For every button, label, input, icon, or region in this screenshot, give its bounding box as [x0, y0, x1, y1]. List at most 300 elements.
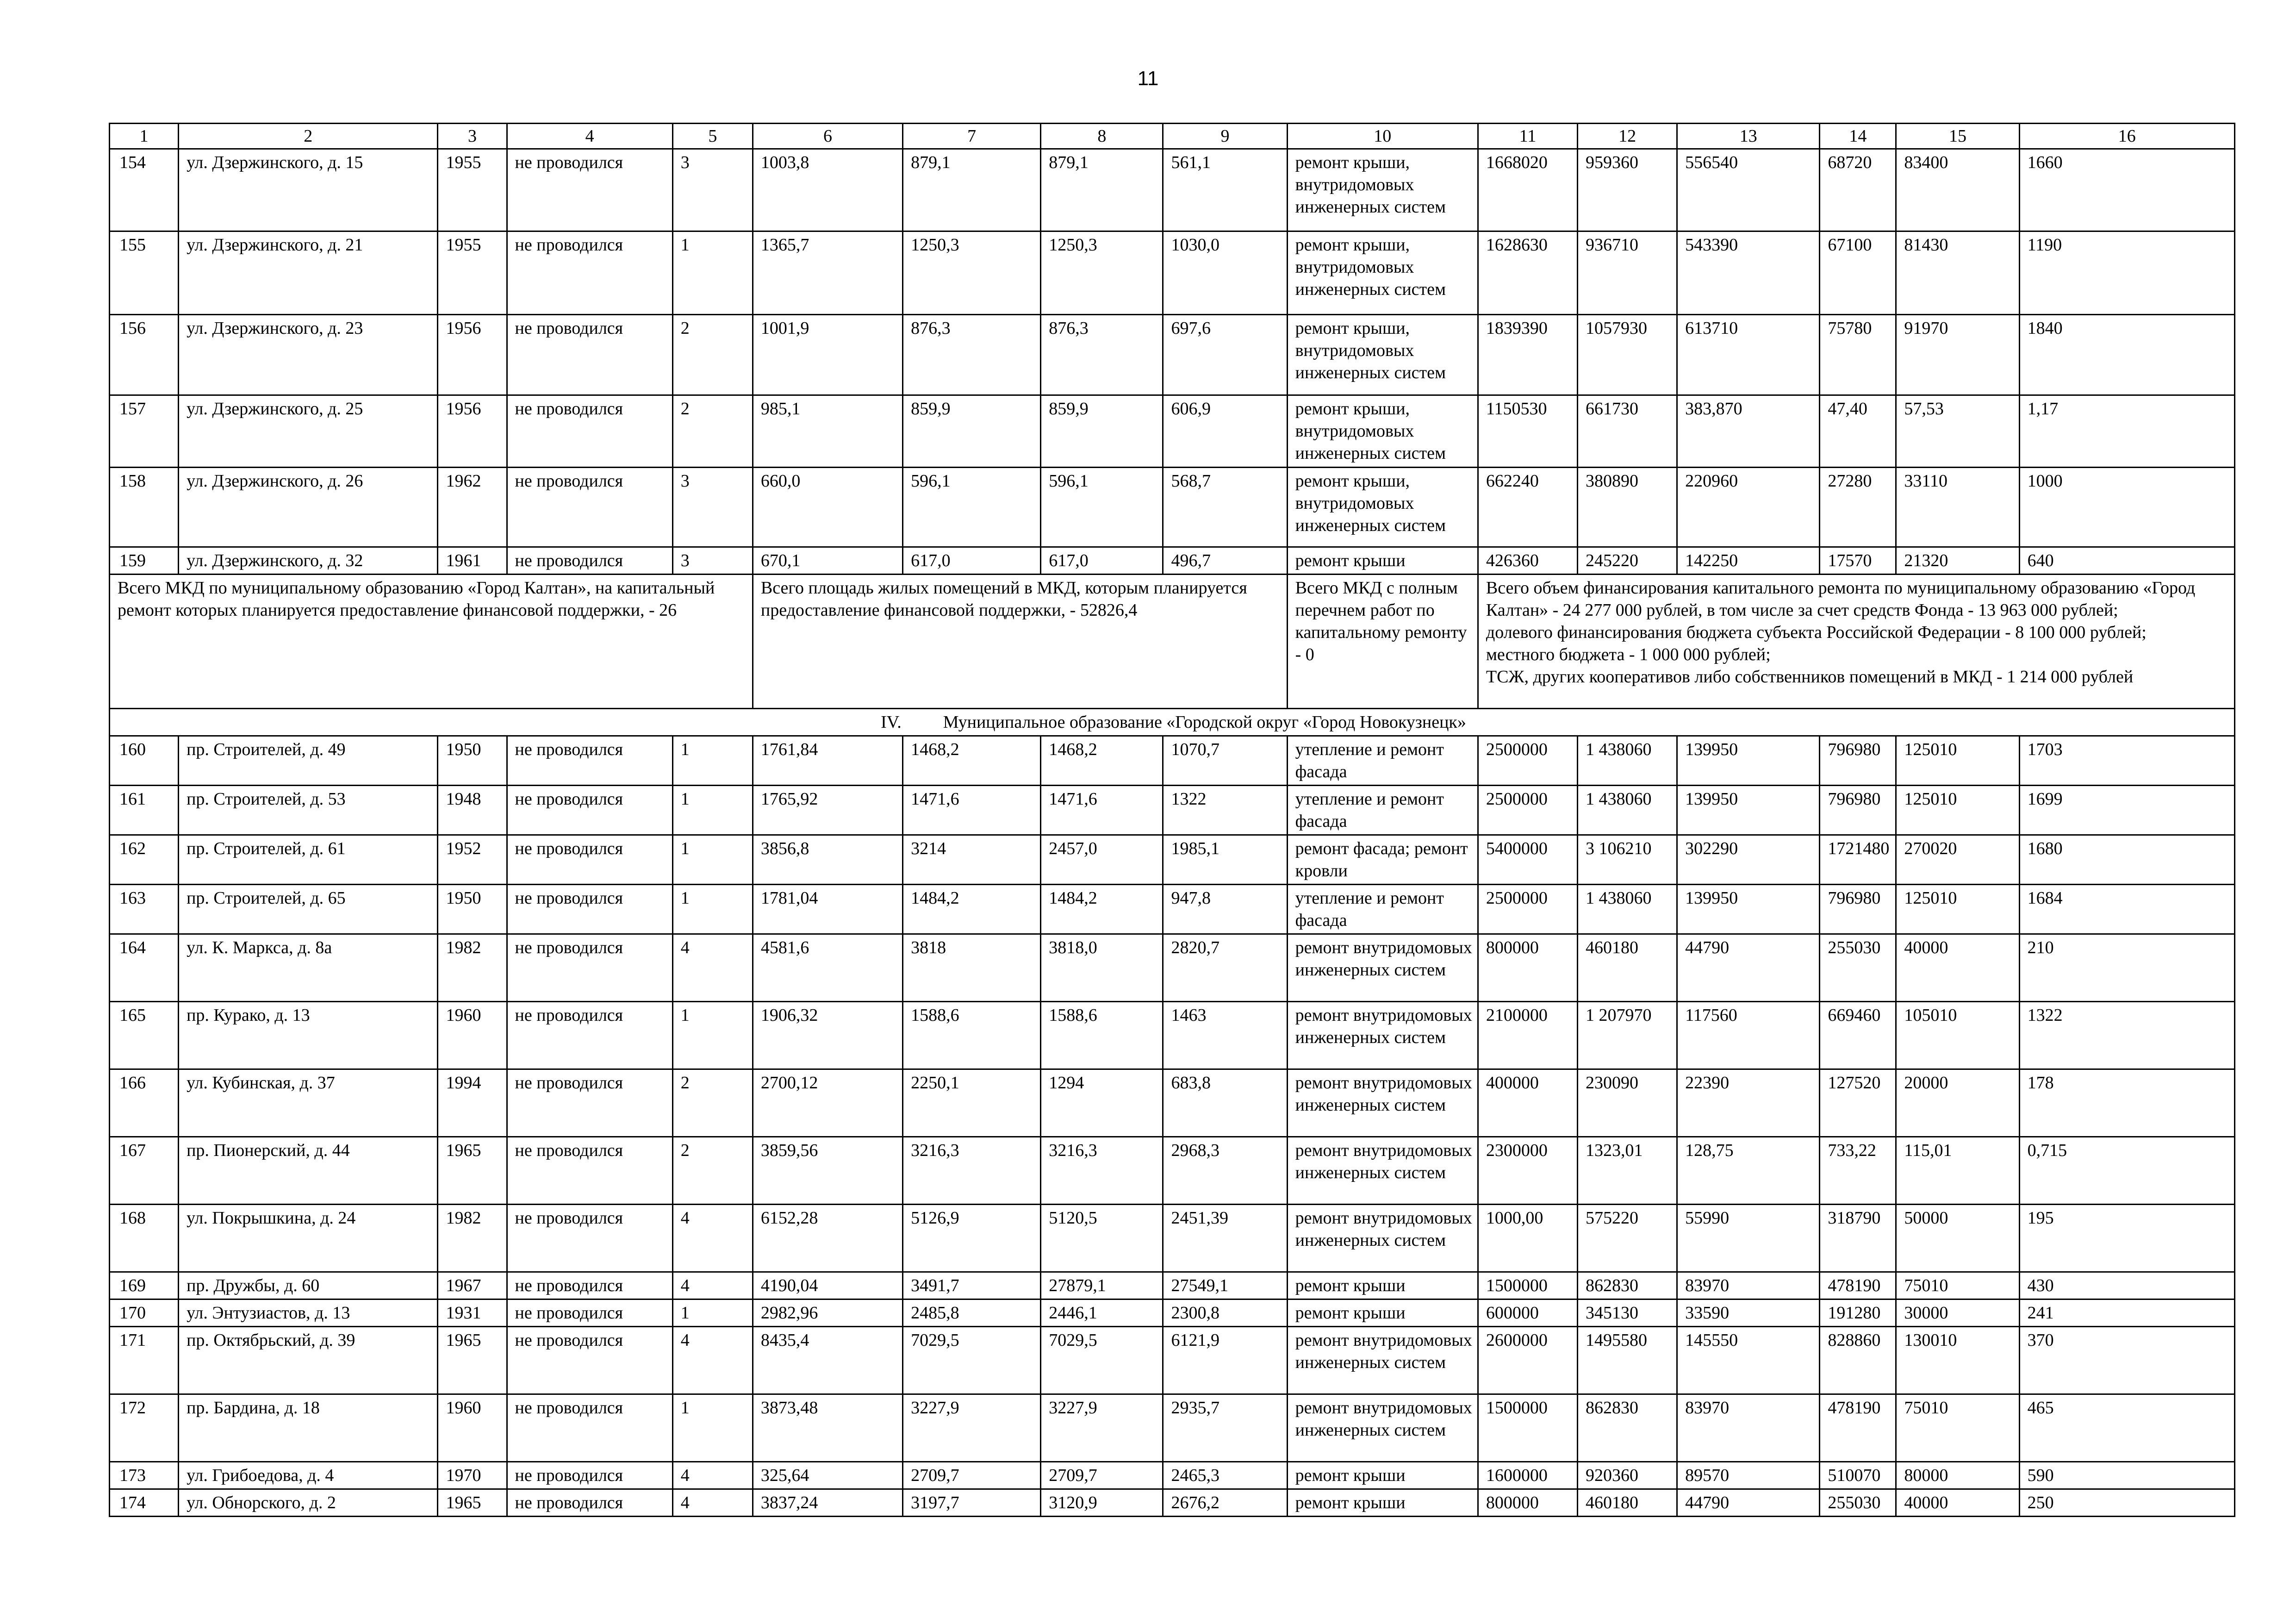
table-cell: 55990	[1677, 1205, 1820, 1272]
table-cell: 606,9	[1163, 395, 1287, 468]
table-cell: 68720	[1820, 149, 1896, 231]
table-cell: 154	[110, 149, 179, 231]
table-cell: 40000	[1896, 934, 2019, 1002]
table-cell: 3856,8	[753, 835, 902, 885]
table-cell: 596,1	[903, 468, 1041, 547]
table-cell: 683,8	[1163, 1069, 1287, 1137]
table-cell: 1955	[438, 149, 507, 231]
table-cell: 5126,9	[903, 1205, 1041, 1272]
table-cell: 383,870	[1677, 395, 1820, 468]
table-cell: 1967	[438, 1272, 507, 1299]
table-cell: 139950	[1677, 736, 1820, 786]
table-cell: ремонт крыши	[1287, 547, 1478, 575]
table-cell: 3227,9	[903, 1394, 1041, 1462]
column-number-cell: 11	[1478, 124, 1577, 149]
table-cell: 1960	[438, 1394, 507, 1462]
table-cell: 21320	[1896, 547, 2019, 575]
table-cell: 44790	[1677, 1489, 1820, 1517]
table-cell: пр. Строителей, д. 61	[179, 835, 438, 885]
column-number-cell: 6	[753, 124, 902, 149]
table-cell: 1,17	[2019, 395, 2234, 468]
table-cell: 1468,2	[903, 736, 1041, 786]
table-cell: 57,53	[1896, 395, 2019, 468]
table-cell: 1962	[438, 468, 507, 547]
table-cell: 165	[110, 1002, 179, 1069]
table-cell: 2	[672, 315, 753, 395]
summary-total-mkd: Всего МКД по муниципальному образованию «Город Калтан», на капитальный ремонт которых планируется предоставление финансовой поддержки, - 26	[110, 575, 753, 709]
table-cell: не проводился	[507, 1137, 672, 1205]
table-cell: 2446,1	[1041, 1299, 1163, 1327]
table-cell: 220960	[1677, 468, 1820, 547]
table-cell: 796980	[1820, 786, 1896, 835]
table-cell: 2676,2	[1163, 1489, 1287, 1517]
table-cell: 2457,0	[1041, 835, 1163, 885]
table-cell: 1965	[438, 1137, 507, 1205]
table-cell: 1001,9	[753, 315, 902, 395]
table-cell: 7029,5	[1041, 1327, 1163, 1394]
table-cell: 426360	[1478, 547, 1577, 575]
table-cell: 2	[672, 1137, 753, 1205]
table-cell: 796980	[1820, 736, 1896, 786]
table-row	[110, 395, 2235, 468]
table-cell: 1761,84	[753, 736, 902, 786]
table-cell: 3	[672, 149, 753, 231]
table-cell: 380890	[1578, 468, 1677, 547]
table-cell: 1294	[1041, 1069, 1163, 1137]
table-cell: 800000	[1478, 1489, 1577, 1517]
table-cell: 2820,7	[1163, 934, 1287, 1002]
table-cell: 20000	[1896, 1069, 2019, 1137]
financing-line: ТСЖ, других кооперативов либо собственников помещений в МКД - 1 214 000 рублей	[1486, 667, 2134, 687]
table-cell: ремонт внутридомовых инженерных систем	[1287, 1205, 1478, 1272]
table-cell: 1956	[438, 395, 507, 468]
table-cell: 270020	[1896, 835, 2019, 885]
table-cell: пр. Октябрьский, д. 39	[179, 1327, 438, 1394]
table-cell: 1	[672, 1299, 753, 1327]
table-cell: 40000	[1896, 1489, 2019, 1517]
table-cell: ремонт внутридомовых инженерных систем	[1287, 1069, 1478, 1137]
table-cell: 1994	[438, 1069, 507, 1137]
table-cell: 6152,28	[753, 1205, 902, 1272]
table-cell: 161	[110, 786, 179, 835]
table-cell: 1 207970	[1578, 1002, 1677, 1069]
table-row	[110, 736, 2235, 786]
table-cell: ремонт крыши	[1287, 1272, 1478, 1299]
table-body	[110, 124, 2235, 1517]
table-cell: 1 438060	[1578, 786, 1677, 835]
table-cell: 1 438060	[1578, 885, 1677, 934]
table-cell: 115,01	[1896, 1137, 2019, 1205]
table-cell: утепление и ремонт фасада	[1287, 736, 1478, 786]
table-cell: 1961	[438, 547, 507, 575]
column-number-row	[110, 124, 2235, 149]
table-cell: ремонт крыши	[1287, 1299, 1478, 1327]
table-cell: 145550	[1677, 1327, 1820, 1394]
table-cell: 1070,7	[1163, 736, 1287, 786]
table-cell: 2500000	[1478, 736, 1577, 786]
table-cell: 105010	[1896, 1002, 2019, 1069]
table-cell: 75010	[1896, 1394, 2019, 1462]
table-cell: 575220	[1578, 1205, 1677, 1272]
table-cell: 2100000	[1478, 1002, 1577, 1069]
table-cell: 159	[110, 547, 179, 575]
table-cell: 4190,04	[753, 1272, 902, 1299]
table-cell: ремонт внутридомовых инженерных систем	[1287, 1137, 1478, 1205]
table-cell: 1471,6	[1041, 786, 1163, 835]
table-cell: не проводился	[507, 1272, 672, 1299]
table-cell: 4	[672, 934, 753, 1002]
table-row	[110, 1137, 2235, 1205]
table-cell: 568,7	[1163, 468, 1287, 547]
table-cell: 3197,7	[903, 1489, 1041, 1517]
table-cell: 1500000	[1478, 1272, 1577, 1299]
table-cell: ул. Дзержинского, д. 26	[179, 468, 438, 547]
table-cell: 156	[110, 315, 179, 395]
table-cell: 255030	[1820, 934, 1896, 1002]
table-cell: ремонт крыши, внутридомовых инженерных систем	[1287, 315, 1478, 395]
table-cell: 75010	[1896, 1272, 2019, 1299]
table-cell: 1699	[2019, 786, 2234, 835]
table-cell: ул. Покрышкина, д. 24	[179, 1205, 438, 1272]
table-row	[110, 1327, 2235, 1394]
table-cell: ремонт крыши, внутридомовых инженерных систем	[1287, 149, 1478, 231]
table-cell: 1950	[438, 885, 507, 934]
table-cell: 3 106210	[1578, 835, 1677, 885]
table-cell: 1322	[1163, 786, 1287, 835]
table-cell: 669460	[1820, 1002, 1896, 1069]
table-cell: 876,3	[903, 315, 1041, 395]
table-cell: 166	[110, 1069, 179, 1137]
table-cell: пр. Курако, д. 13	[179, 1002, 438, 1069]
table-cell: 80000	[1896, 1462, 2019, 1489]
table-cell: не проводился	[507, 1205, 672, 1272]
table-cell: 1323,01	[1578, 1137, 1677, 1205]
table-cell: 5400000	[1478, 835, 1577, 885]
table-row	[110, 1489, 2235, 1517]
table-cell: 174	[110, 1489, 179, 1517]
table-cell: 3214	[903, 835, 1041, 885]
table-cell: 640	[2019, 547, 2234, 575]
table-cell: 1948	[438, 786, 507, 835]
table-cell: 543390	[1677, 231, 1820, 315]
table-cell: 2	[672, 395, 753, 468]
table-cell: 4	[672, 1205, 753, 1272]
table-cell: 1 438060	[1578, 736, 1677, 786]
table-cell: 1484,2	[1041, 885, 1163, 934]
table-cell: ул. Кубинская, д. 37	[179, 1069, 438, 1137]
table-cell: 4	[672, 1327, 753, 1394]
table-cell: 3837,24	[753, 1489, 902, 1517]
table-cell: не проводился	[507, 468, 672, 547]
section-title: Муниципальное образование «Городской округ «Город Новокузнецк»	[943, 712, 1466, 732]
table-cell: 1668020	[1478, 149, 1577, 231]
table-cell: 1965	[438, 1327, 507, 1394]
table-cell: не проводился	[507, 736, 672, 786]
table-cell: 1	[672, 231, 753, 315]
table-cell: 1660	[2019, 149, 2234, 231]
table-cell: 2982,96	[753, 1299, 902, 1327]
table-cell: 5120,5	[1041, 1205, 1163, 1272]
table-row	[110, 1205, 2235, 1272]
section-header-row	[110, 709, 2235, 736]
table-cell: 561,1	[1163, 149, 1287, 231]
table-cell: 1495580	[1578, 1327, 1677, 1394]
table-cell: 828860	[1820, 1327, 1896, 1394]
column-number-cell: 7	[903, 124, 1041, 149]
table-cell: 1471,6	[903, 786, 1041, 835]
table-cell: 2700,12	[753, 1069, 902, 1137]
table-cell: 800000	[1478, 934, 1577, 1002]
table-cell: 2600000	[1478, 1327, 1577, 1394]
table-cell: 596,1	[1041, 468, 1163, 547]
table-cell: пр. Строителей, д. 65	[179, 885, 438, 934]
table-cell: 3227,9	[1041, 1394, 1163, 1462]
table-cell: ул. К. Маркса, д. 8а	[179, 934, 438, 1002]
table-cell: 1955	[438, 231, 507, 315]
table-cell: ремонт крыши, внутридомовых инженерных систем	[1287, 231, 1478, 315]
table-cell: не проводился	[507, 547, 672, 575]
table-cell: 245220	[1578, 547, 1677, 575]
table-cell: 160	[110, 736, 179, 786]
table-cell: 936710	[1578, 231, 1677, 315]
table-cell: 1721480	[1820, 835, 1896, 885]
table-cell: 1985,1	[1163, 835, 1287, 885]
table-cell: утепление и ремонт фасада	[1287, 885, 1478, 934]
table-row	[110, 315, 2235, 395]
table-cell: не проводился	[507, 885, 672, 934]
table-cell: пр. Пионерский, д. 44	[179, 1137, 438, 1205]
table-cell: пр. Строителей, д. 53	[179, 786, 438, 835]
table-cell: 30000	[1896, 1299, 2019, 1327]
table-cell: 3	[672, 468, 753, 547]
table-cell: 163	[110, 885, 179, 934]
table-cell: 0,715	[2019, 1137, 2234, 1205]
table-cell: 83970	[1677, 1272, 1820, 1299]
table-cell: 1956	[438, 315, 507, 395]
table-cell: 2709,7	[903, 1462, 1041, 1489]
column-number-cell: 12	[1578, 124, 1677, 149]
kaltan-summary-row	[110, 575, 2235, 709]
table-cell: 1	[672, 1394, 753, 1462]
table-row	[110, 547, 2235, 575]
table-cell: 50000	[1896, 1205, 2019, 1272]
table-cell: 2500000	[1478, 885, 1577, 934]
table-cell: 127520	[1820, 1069, 1896, 1137]
table-cell: 22390	[1677, 1069, 1820, 1137]
table-cell: 2485,8	[903, 1299, 1041, 1327]
table-cell: 2300,8	[1163, 1299, 1287, 1327]
table-cell: 210	[2019, 934, 2234, 1002]
table-cell: 1982	[438, 934, 507, 1002]
table-cell: не проводился	[507, 1327, 672, 1394]
table-cell: 1003,8	[753, 149, 902, 231]
table-cell: 17570	[1820, 547, 1896, 575]
table-cell: 128,75	[1677, 1137, 1820, 1205]
table-cell: 173	[110, 1462, 179, 1489]
table-row	[110, 149, 2235, 231]
table-cell: 167	[110, 1137, 179, 1205]
table-cell: не проводился	[507, 231, 672, 315]
table-cell: 125010	[1896, 885, 2019, 934]
table-cell: 2709,7	[1041, 1462, 1163, 1489]
table-cell: 2	[672, 1069, 753, 1137]
table-cell: 83970	[1677, 1394, 1820, 1462]
column-number-cell: 1	[110, 124, 179, 149]
summary-total-area: Всего площадь жилых помещений в МКД, которым планируется предоставление финансовой поддержки, - 52826,4	[753, 575, 1287, 709]
table-cell: 1840	[2019, 315, 2234, 395]
table-cell: 920360	[1578, 1462, 1677, 1489]
table-cell: 859,9	[903, 395, 1041, 468]
table-cell: 617,0	[903, 547, 1041, 575]
column-number-cell: 2	[179, 124, 438, 149]
table-cell: 733,22	[1820, 1137, 1896, 1205]
table-cell: 1365,7	[753, 231, 902, 315]
table-cell: 879,1	[1041, 149, 1163, 231]
table-cell: 1	[672, 786, 753, 835]
table-cell: 4	[672, 1489, 753, 1517]
column-number-cell: 16	[2019, 124, 2234, 149]
table-cell: 250	[2019, 1489, 2234, 1517]
table-cell: 191280	[1820, 1299, 1896, 1327]
table-cell: 796980	[1820, 885, 1896, 934]
table-cell: 660,0	[753, 468, 902, 547]
financing-line: местного бюджета - 1 000 000 рублей;	[1486, 645, 1771, 664]
table-cell: 3859,56	[753, 1137, 902, 1205]
table-cell: ул. Обнорского, д. 2	[179, 1489, 438, 1517]
table-cell: 465	[2019, 1394, 2234, 1462]
table-cell: 1000,00	[1478, 1205, 1577, 1272]
table-cell: 33590	[1677, 1299, 1820, 1327]
table-cell: 125010	[1896, 786, 2019, 835]
column-number-cell: 3	[438, 124, 507, 149]
table-cell: 985,1	[753, 395, 902, 468]
table-cell: 4	[672, 1462, 753, 1489]
table-cell: 3120,9	[1041, 1489, 1163, 1517]
table-cell: 1250,3	[903, 231, 1041, 315]
table-cell: 75780	[1820, 315, 1896, 395]
table-cell: 1322	[2019, 1002, 2234, 1069]
table-cell: 125010	[1896, 736, 2019, 786]
table-cell: 130010	[1896, 1327, 2019, 1394]
table-cell: 139950	[1677, 786, 1820, 835]
table-cell: 27879,1	[1041, 1272, 1163, 1299]
table-cell: не проводился	[507, 786, 672, 835]
table-cell: 27549,1	[1163, 1272, 1287, 1299]
table-cell: 164	[110, 934, 179, 1002]
table-cell: 1952	[438, 835, 507, 885]
table-row	[110, 1002, 2235, 1069]
table-cell: 1970	[438, 1462, 507, 1489]
table-cell: 3491,7	[903, 1272, 1041, 1299]
table-cell: 617,0	[1041, 547, 1163, 575]
table-row	[110, 934, 2235, 1002]
table-row	[110, 1394, 2235, 1462]
table-cell: 661730	[1578, 395, 1677, 468]
table-cell: 1	[672, 736, 753, 786]
table-cell: 83400	[1896, 149, 2019, 231]
table-cell: 2465,3	[1163, 1462, 1287, 1489]
table-cell: не проводился	[507, 1462, 672, 1489]
table-cell: 556540	[1677, 149, 1820, 231]
table-cell: 1	[672, 835, 753, 885]
financing-line: Всего объем финансирования капитального ремонта по муниципальному образованию «Город Калтан» - 24 277 000 рублей, в том числе за счет средств Фонда - 13 963 000 рублей;	[1486, 578, 2196, 620]
table-cell: пр. Дружбы, д. 60	[179, 1272, 438, 1299]
table-cell: ул. Грибоедова, д. 4	[179, 1462, 438, 1489]
table-cell: 142250	[1677, 547, 1820, 575]
table-cell: 2500000	[1478, 786, 1577, 835]
table-cell: 6121,9	[1163, 1327, 1287, 1394]
summary-financing	[1478, 575, 2234, 709]
table-cell: 195	[2019, 1205, 2234, 1272]
table-cell: 876,3	[1041, 315, 1163, 395]
table-cell: 172	[110, 1394, 179, 1462]
page-number: 11	[1137, 67, 1159, 90]
table-cell: 2968,3	[1163, 1137, 1287, 1205]
table-cell: ул. Энтузиастов, д. 13	[179, 1299, 438, 1327]
table-cell: 3216,3	[903, 1137, 1041, 1205]
table-cell: 1190	[2019, 231, 2234, 315]
table-cell: 1781,04	[753, 885, 902, 934]
table-cell: 4	[672, 1272, 753, 1299]
table-cell: 162	[110, 835, 179, 885]
table-cell: 158	[110, 468, 179, 547]
column-number-cell: 5	[672, 124, 753, 149]
table-cell: 478190	[1820, 1272, 1896, 1299]
column-number-cell: 15	[1896, 124, 2019, 149]
table-cell: 600000	[1478, 1299, 1577, 1327]
table-cell: 3	[672, 547, 753, 575]
summary-full-repair: Всего МКД с полным перечнем работ по капитальному ремонту - 0	[1287, 575, 1478, 709]
table-cell: 2300000	[1478, 1137, 1577, 1205]
table-cell: 1680	[2019, 835, 2234, 885]
column-number-cell: 9	[1163, 124, 1287, 149]
table-cell: 44790	[1677, 934, 1820, 1002]
table-cell: ремонт внутридомовых инженерных систем	[1287, 934, 1478, 1002]
table-row	[110, 231, 2235, 315]
column-number-cell: 8	[1041, 124, 1163, 149]
table-cell: 460180	[1578, 934, 1677, 1002]
table-cell: 959360	[1578, 149, 1677, 231]
table-cell: 1982	[438, 1205, 507, 1272]
column-number-cell: 14	[1820, 124, 1896, 149]
table-cell: 89570	[1677, 1462, 1820, 1489]
table-cell: ремонт крыши	[1287, 1489, 1478, 1517]
table-cell: 862830	[1578, 1394, 1677, 1462]
table-cell: 2250,1	[903, 1069, 1041, 1137]
table-cell: 1965	[438, 1489, 507, 1517]
table-cell: 1839390	[1478, 315, 1577, 395]
table-cell: 370	[2019, 1327, 2234, 1394]
table-cell: не проводился	[507, 1299, 672, 1327]
table-cell: 1588,6	[903, 1002, 1041, 1069]
table-cell: 2935,7	[1163, 1394, 1287, 1462]
table-row	[110, 786, 2235, 835]
table-cell: ул. Дзержинского, д. 21	[179, 231, 438, 315]
table-cell: не проводился	[507, 1394, 672, 1462]
table-cell: 171	[110, 1327, 179, 1394]
table-row	[110, 1462, 2235, 1489]
table-row	[110, 1299, 2235, 1327]
table-cell: 1600000	[1478, 1462, 1577, 1489]
table-cell: не проводился	[507, 1069, 672, 1137]
table-cell: 155	[110, 231, 179, 315]
table-cell: не проводился	[507, 934, 672, 1002]
table-cell: 33110	[1896, 468, 2019, 547]
table-cell: не проводился	[507, 1002, 672, 1069]
table-cell: 590	[2019, 1462, 2234, 1489]
table-cell: 478190	[1820, 1394, 1896, 1462]
table-cell: ул. Дзержинского, д. 32	[179, 547, 438, 575]
